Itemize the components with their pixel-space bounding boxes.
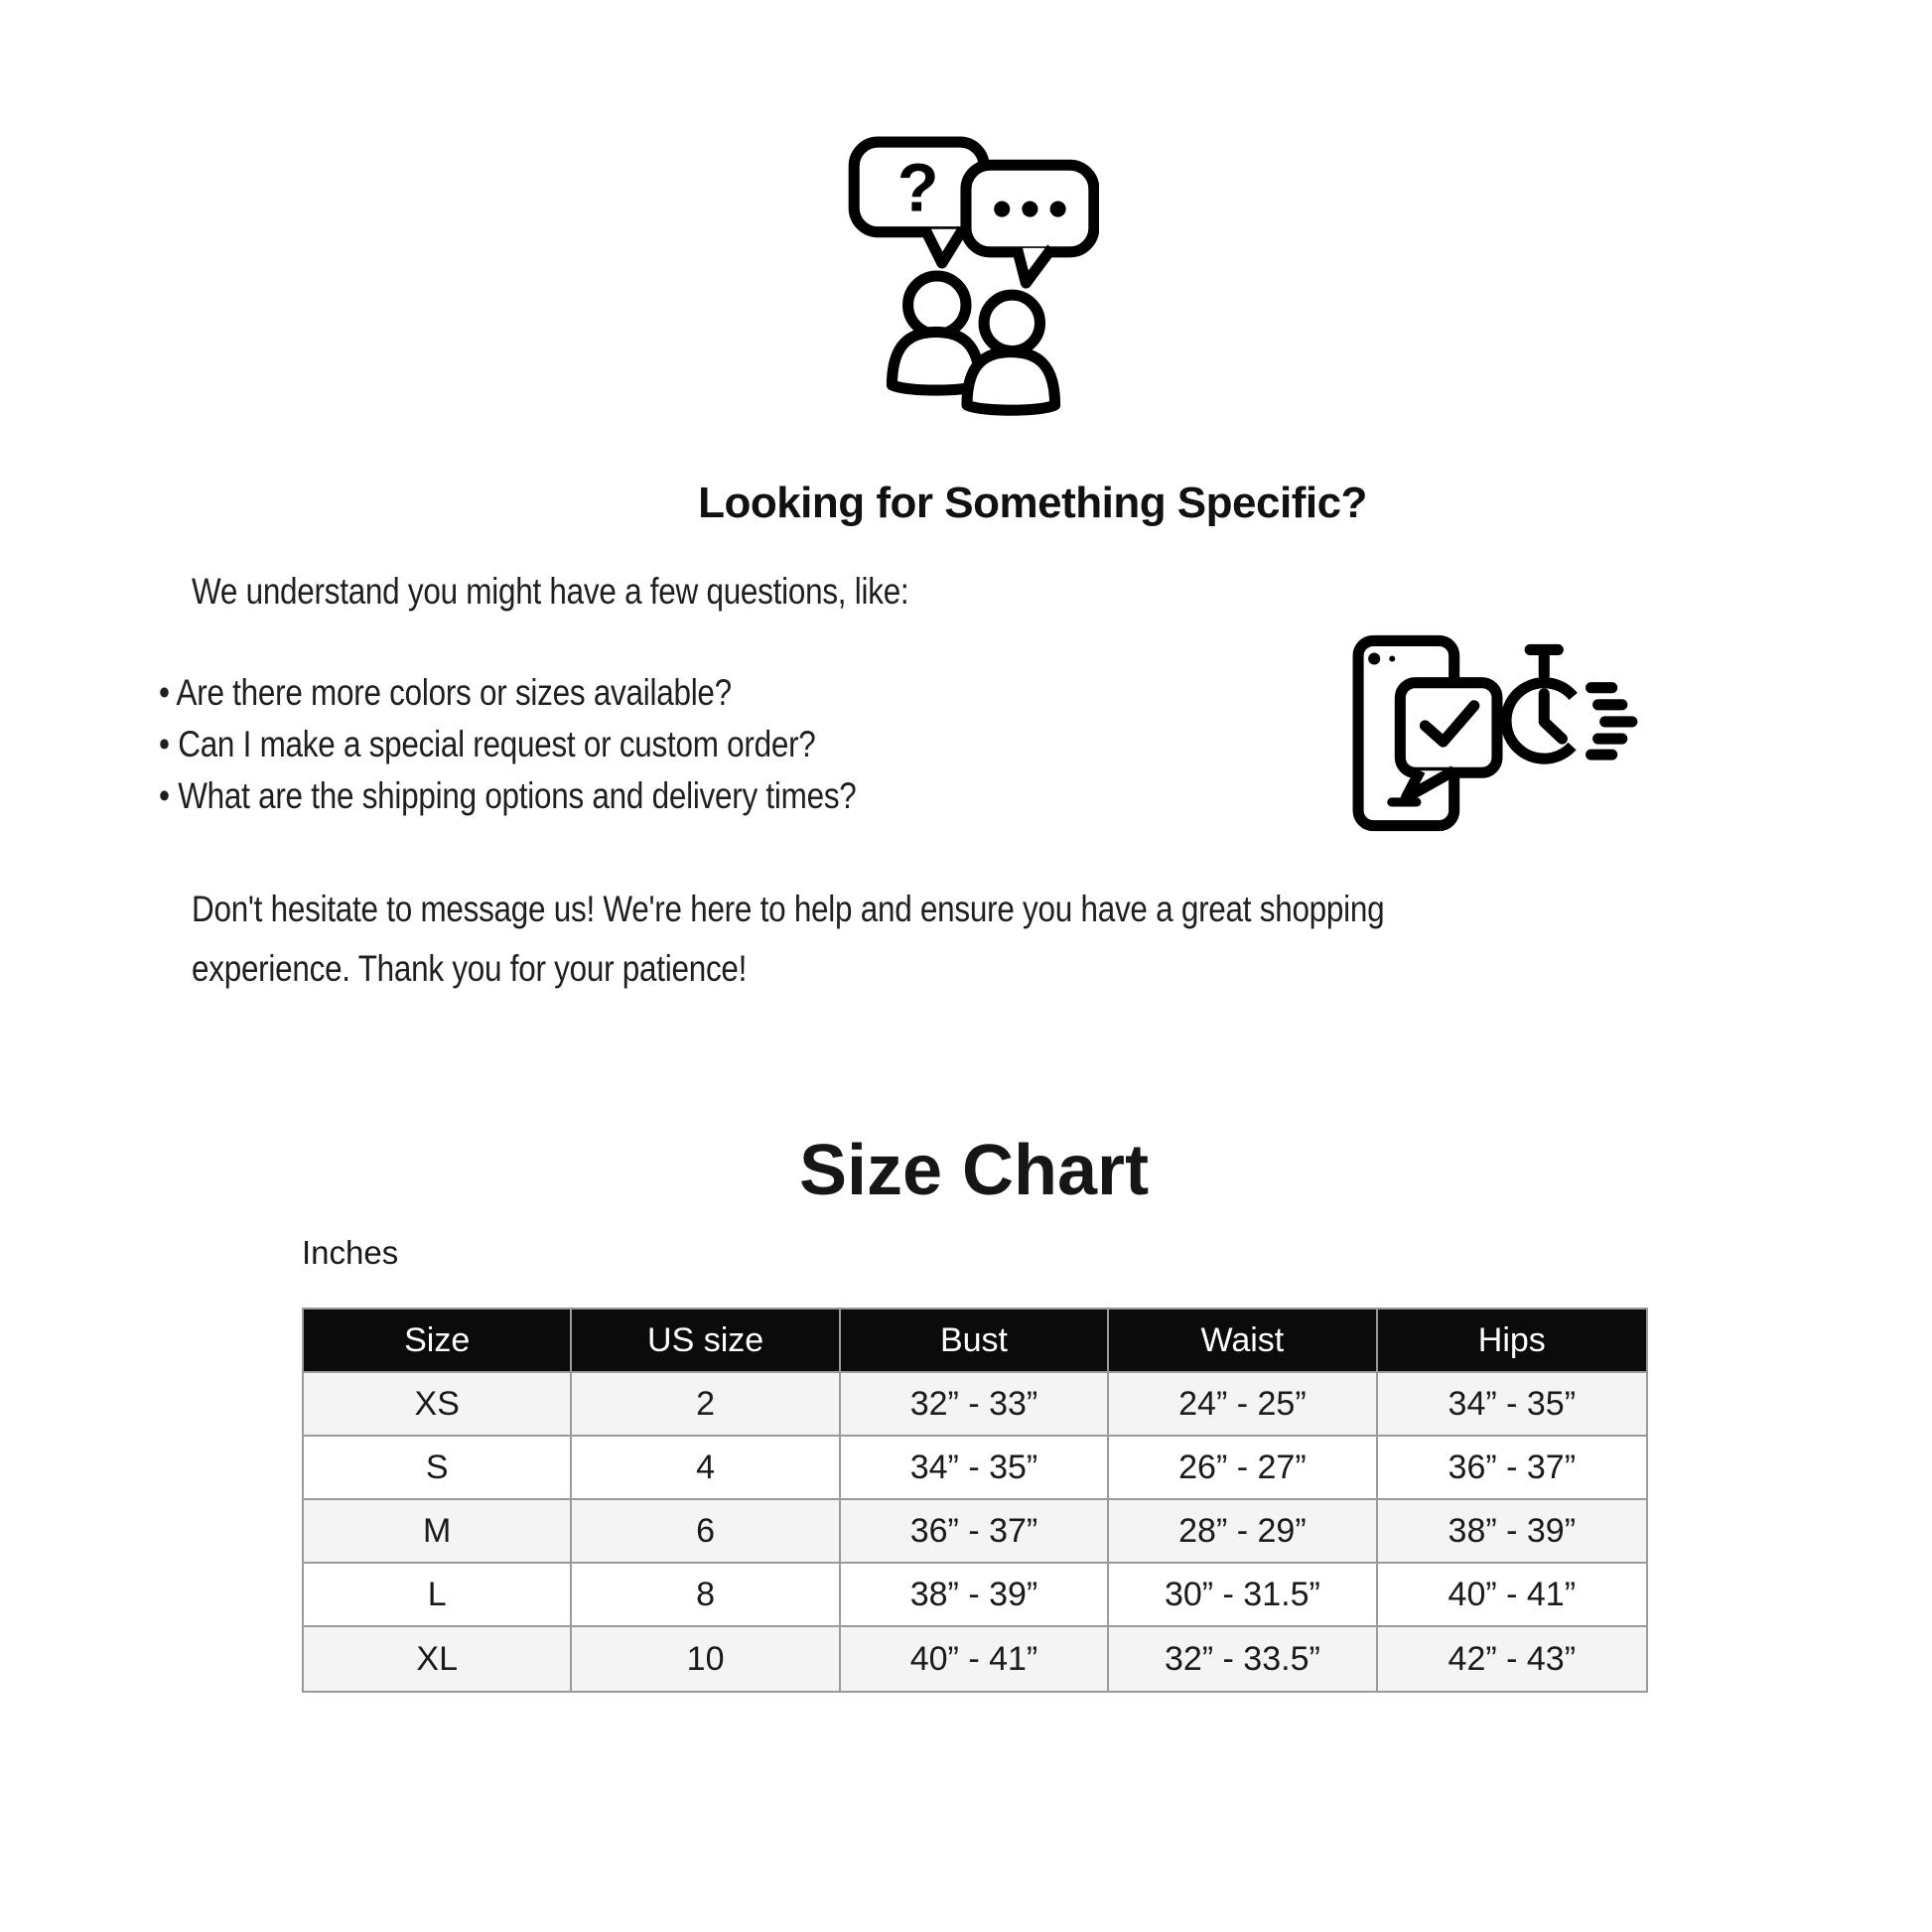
table-cell: XS xyxy=(304,1373,572,1437)
table-cell: 24” - 25” xyxy=(1109,1373,1377,1437)
table-cell: L xyxy=(304,1564,572,1627)
table-cell: 38” - 39” xyxy=(841,1564,1109,1627)
unit-label: Inches xyxy=(302,1234,399,1271)
table-cell: 32” - 33” xyxy=(841,1373,1109,1437)
table-cell: 10 xyxy=(572,1627,840,1691)
question-list xyxy=(159,667,857,822)
table-cell: 36” - 37” xyxy=(841,1500,1109,1564)
table-cell: 30” - 31.5” xyxy=(1109,1564,1377,1627)
column-header: Bust xyxy=(841,1310,1109,1373)
table-cell: 32” - 33.5” xyxy=(1109,1627,1377,1691)
intro-text: We understand you might have a few questions, like: xyxy=(192,571,909,612)
table-cell: 6 xyxy=(572,1500,840,1564)
outro-text xyxy=(192,880,1384,999)
table-cell: XL xyxy=(304,1627,572,1691)
table-cell: M xyxy=(304,1500,572,1564)
column-header: US size xyxy=(572,1310,840,1373)
table-cell: 4 xyxy=(572,1437,840,1500)
table-header-row xyxy=(304,1310,1646,1373)
table-row xyxy=(304,1500,1646,1564)
column-header: Size xyxy=(304,1310,572,1373)
table-cell: 34” - 35” xyxy=(1378,1373,1646,1437)
outro-line: Don't hesitate to message us! We're here to help and ensure you have a great shopping xyxy=(192,889,1385,929)
table-row xyxy=(304,1437,1646,1500)
table-cell: 8 xyxy=(572,1564,840,1627)
size-chart-title: Size Chart xyxy=(798,1131,1150,1210)
column-header: Waist xyxy=(1109,1310,1377,1373)
table-cell: 26” - 27” xyxy=(1109,1437,1377,1500)
table-cell: 40” - 41” xyxy=(1378,1564,1646,1627)
table-cell: S xyxy=(304,1437,572,1500)
page-title: Looking for Something Specific? xyxy=(698,479,1367,527)
outro-line: experience. Thank you for your patience! xyxy=(192,948,748,989)
question-item: • Can I make a special request or custom order? xyxy=(159,724,816,764)
phone-fast-reply-icon xyxy=(1348,627,1658,838)
table-cell: 38” - 39” xyxy=(1378,1500,1646,1564)
table-cell: 34” - 35” xyxy=(841,1437,1109,1500)
svg-text:?: ? xyxy=(897,149,939,226)
column-header: Hips xyxy=(1378,1310,1646,1373)
table-row xyxy=(304,1373,1646,1437)
table-row xyxy=(304,1627,1646,1691)
table-cell: 2 xyxy=(572,1373,840,1437)
table-row xyxy=(304,1564,1646,1627)
table-cell: 36” - 37” xyxy=(1378,1437,1646,1500)
table-cell: 40” - 41” xyxy=(841,1627,1109,1691)
question-item: • What are the shipping options and delivery times? xyxy=(159,775,857,816)
table-cell: 42” - 43” xyxy=(1378,1627,1646,1691)
table-cell: 28” - 29” xyxy=(1109,1500,1377,1564)
chat-question-icon xyxy=(839,129,1099,419)
question-item: • Are there more colors or sizes available? xyxy=(159,672,732,713)
size-chart-table xyxy=(302,1308,1648,1693)
